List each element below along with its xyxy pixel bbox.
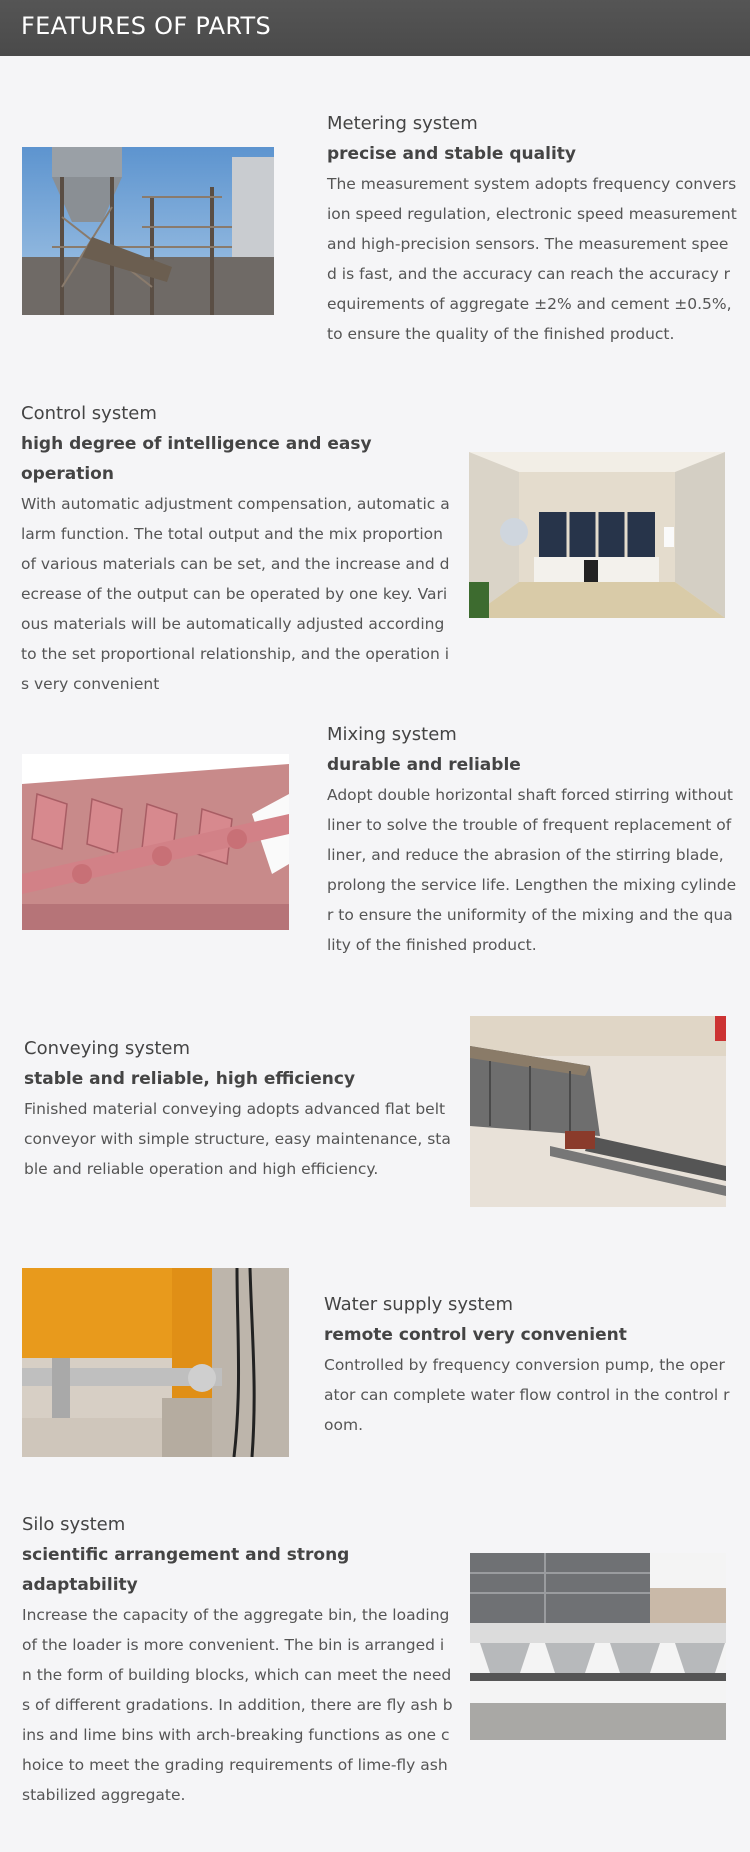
section-subtitle: stable and reliable, high efficiency [24,1069,356,1089]
section-body: Increase the capacity of the aggregate bin, the loading of the loader is more convenient. The bin is arranged in the form of building blocks, which can meet the needs of different gradations. In addition, there are fly ash bins and lime bins with arch-breaking functions as one choice to meet the grading requirements of lime-fly ash stabilized aggregate. [22,1606,453,1804]
section-body: Adopt double horizontal shaft forced stirring without liner to solve the trouble of frequent replacement of liner, and reduce the abrasion of the stirring blade, prolong the service life. Lengthen the mixing cylinder to ensure the uniformity of the mixing and the quality of the finished product. [327,786,737,954]
metering-system-photo [22,147,274,315]
section-title: Control system [21,403,157,424]
section-body: Finished material conveying adopts advanced flat belt conveyor with simple structure, easy maintenance, stable and reliable operation and high efficiency. [24,1100,451,1178]
section-subtitle: durable and reliable [327,755,521,775]
section-subtitle: precise and stable quality [327,144,576,164]
control-room-photo [469,452,725,618]
section-title: Conveying system [24,1038,190,1059]
section-body: With automatic adjustment compensation, automatic alarm function. The total output and the mix proportion of various materials can be set, and the increase and decrease of the output can be operated by one key. Various materials will be automatically adjusted according to the set proportional relationship, and the operation is very convenient [21,495,450,693]
mixing-system-section [327,720,737,960]
section-body: The measurement system adopts frequency conversion speed regulation, electronic speed measurement and high-precision sensors. The measurement speed is fast, and the accuracy can reach the accuracy requirements of aggregate ±2% and cement ±0.5%, to ensure the quality of the finished product. [327,175,737,343]
section-title: Silo system [22,1514,126,1535]
metering-system-section [327,109,737,349]
section-title: Mixing system [327,724,457,745]
section-title: Metering system [327,113,478,134]
mixing-system-photo [22,754,289,930]
page-title: FEATURES OF PARTS [21,12,272,40]
section-title: Water supply system [324,1294,514,1315]
section-subtitle: high degree of intelligence and easy operation [21,434,372,484]
control-system-section [21,399,453,699]
section-subtitle: scientific arrangement and strong adaptability [22,1545,350,1595]
page-header [0,0,750,56]
water-supply-section [324,1290,734,1440]
water-supply-photo [22,1268,289,1457]
conveying-system-section [24,1034,454,1184]
conveying-system-photo [470,1016,726,1207]
silo-system-section [22,1510,454,1810]
section-body: Controlled by frequency conversion pump, the operator can complete water flow control in the control room. [324,1356,730,1434]
silo-system-photo [470,1553,726,1740]
section-subtitle: remote control very convenient [324,1325,627,1345]
